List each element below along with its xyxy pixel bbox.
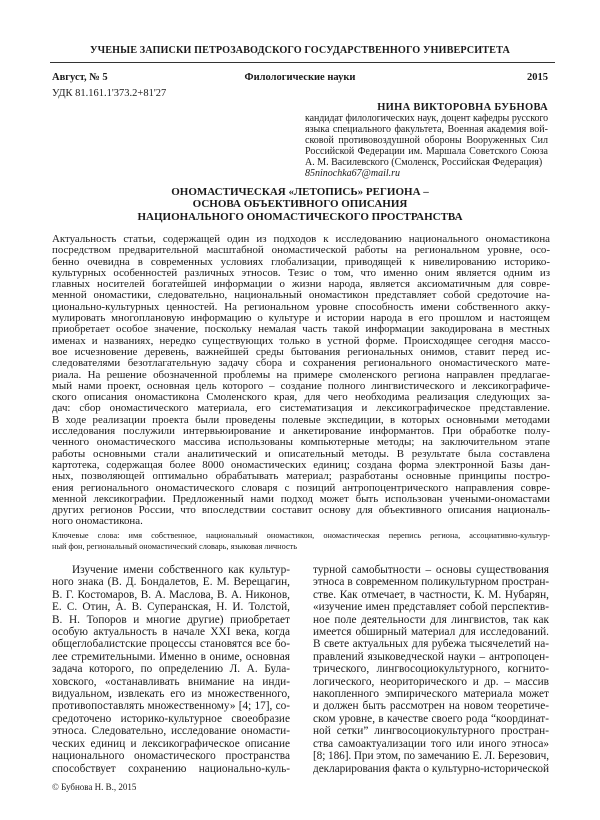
body-line: трического, лингвосоциокультурного, когнито-: [313, 663, 549, 676]
udk-code: УДК 81.161.1'373.2+81'27: [52, 88, 167, 99]
body-line: задача которого, по определению Л. А. Була-: [52, 663, 290, 676]
abstract-line: менной лексикографии. Предложенный нами подход может быть использован учеными-ономастами: [52, 492, 550, 505]
abstract-line: Актуальность статьи, содержащей один из подходов к исследованию национального ономастикона: [52, 233, 550, 245]
abstract-line: следователями безотлагательную задачу сбора и сохранения регионального ономастического мате-: [52, 357, 550, 370]
body-line: В свете актуальных для рубежа тысячелетий на-: [313, 638, 549, 651]
body-line: особую актуальность в начале XXI века, когда: [52, 626, 290, 639]
abstract-line: именах и названиях, нередко существующих только в устной форме. Происходящее сегодня массо-: [52, 334, 550, 347]
author-affiliation: [305, 113, 548, 179]
title-line: ОСНОВА ОБЪЕКТИВНОГО ОПИСАНИЯ: [192, 198, 408, 211]
author-name: НИНА ВИКТОРОВНА БУБНОВА: [377, 102, 548, 113]
publication-year: 2015: [527, 72, 548, 83]
abstract-line: В ходе реализации проекта были проведены полевые экспедиции, в которых основными методами: [52, 413, 550, 426]
body-line: В. Г. Костомаров, В. А. Маслова, В. А. Никонов,: [52, 588, 290, 601]
abstract-line: вое исчезновение деревень, важнейшей среды бытования региональных онимов, ставит перед ис-: [52, 345, 550, 358]
affiliation-line: А. М. Василевского (Смоленск, Российская Федерация): [305, 157, 543, 168]
body-line: «изучение имен представляет собой перспектив-: [313, 601, 549, 614]
abstract-line: работы основными стали аналитический и описательный методы. В результате была составлена: [52, 447, 550, 460]
body-line: этноса. Следовательно, исследование ономасти-: [52, 725, 290, 738]
affiliation-line: сковой противовоздушной обороны Вооруженных Сил: [305, 135, 548, 146]
abstract-line: главных носителей богатейшей информации о жизни народа, является аксиоматичным для совре-: [52, 278, 550, 291]
body-line: накопленного эмпирического материала может: [313, 688, 549, 701]
body-line: видуальном, извлекать его из множественного,: [52, 688, 290, 701]
article-title: [0, 186, 600, 223]
body-line: турной самобытности – основы существования: [313, 564, 549, 576]
body-line: [8; 186]. При этом, по замечанию Е. Л. Березович,: [313, 750, 549, 763]
journal-title: УЧЕНЫЕ ЗАПИСКИ ПЕТРОЗАВОДСКОГО ГОСУДАРСТВЕННОГО УНИВЕРСИТЕТА: [90, 45, 510, 56]
section-name: Филологические науки: [244, 72, 356, 83]
author-email[interactable]: 85ninochka67@mail.ru: [305, 168, 401, 179]
body-column-left: [52, 564, 290, 775]
affiliation-line: Российской Федерации им. Маршала Советского Союза: [305, 146, 548, 157]
body-line: стве. Как отмечает, в частности, К. М. Нубарян,: [313, 588, 549, 601]
keywords: [52, 531, 550, 552]
abstract-line: бенно очевидна в современных условиях глобализации, приводящей к нивелированию историко-: [52, 255, 550, 268]
body-line: ное поле деятельности для лингвистов, так как: [313, 613, 549, 626]
body-line: декларирования факта о культурно-исторической: [313, 762, 549, 775]
abstract-line: ченного ономастического массива использованы компьютерные методы; на заключительном этапе: [52, 436, 550, 449]
abstract-line: риала. На решение обозначенной проблемы на примере смоленского региона направлен предлагае-: [52, 368, 550, 381]
body-line: ного знака (В. Д. Бондалетов, Е. М. Верещагин,: [52, 576, 290, 589]
abstract-line: других регионов России, что впоследствии составит основу для объективного описания националь-: [52, 504, 550, 517]
body-line: национального ономастического пространства: [52, 750, 290, 763]
body-column-right: [313, 564, 549, 775]
body-line: ском уровне, в качестве своего рода “координат-: [313, 712, 549, 725]
abstract-line: ного ономастикона.: [52, 515, 143, 528]
body-line: общеглобалистские процессы становятся все бо-: [52, 638, 290, 651]
keywords-line: Ключевые слова: имя собственное, национальный ономастикон, ономастическая перепись региона, ассоциативно-культур-: [52, 531, 550, 540]
keywords-line: ный фон, региональный ономастический словарь, языковая личность: [52, 541, 298, 551]
body-line: ной сетки” лингвосоциокультурного простран-: [313, 725, 549, 738]
abstract-line: приобретает особое значение, поскольку немалая часть такой информации закодирована в местных: [52, 323, 550, 336]
abstract-line: исследования послужили интервьюирование и анкетирование информантов. При обработке полу-: [52, 425, 550, 438]
header-divider: [50, 62, 555, 63]
abstract-line: дач: сбор ономастического материала, его систематизация и лексикографическое представление.: [52, 402, 550, 415]
body-line: логического, неориторического и др. – массив: [313, 675, 549, 688]
abstract-line: ционально-культурных ценностей. На региональном уровне способность имени собственного акку-: [52, 300, 550, 313]
abstract-line: мый нами проект, основная цель которого – создание полного лингвистического и лексикографиче-: [52, 379, 550, 392]
abstract-line: посредством предварительной масштабной ономастической работы на региональном уровне, осо-: [52, 244, 550, 257]
abstract-line: мулировать многоплановую информацию о культуре и истории народа в его прошлом и настоящем: [52, 312, 550, 325]
body-line: лее стремительными. Именно в ониме, основная: [52, 650, 290, 663]
abstract-line: культурных особенностей различных этносов. Тезис о том, что именно оним является одним из: [52, 266, 550, 279]
abstract-line: менной ономастики, следовательно, национальный ономастикон представляет собой средоточие на-: [52, 289, 550, 302]
body-line: противопоставлять множественному» [4; 17], со-: [52, 700, 290, 713]
affiliation-line: языка специального факультета, Военная академия вой-: [305, 124, 548, 135]
body-line: правлений языковедческой науки – антропоцен-: [313, 650, 549, 663]
title-line: НАЦИОНАЛЬНОГО ОНОМАСТИЧЕСКОГО ПРОСТРАНСТВА: [137, 210, 463, 223]
body-line: Е. С. Отин, А. В. Суперанская, Н. И. Толстой,: [52, 601, 290, 614]
abstract-line: ения регионального ономастического словаря с позиций антропоцентрического направления совре-: [52, 481, 550, 494]
title-line: ОНОМАСТИЧЕСКАЯ «ЛЕТОПИСЬ» РЕГИОНА –: [171, 186, 429, 198]
body-line: В. Н. Топоров и многие другие) приобретает: [52, 613, 290, 626]
abstract-line: картотека, содержащая более 8000 ономастических единиц; создана форма электронной Базы дан-: [52, 458, 550, 471]
body-line: и должен быть рассмотрен на новом теоретиче-: [313, 700, 549, 713]
body-line: способствует сохранению национально-куль-: [52, 762, 290, 775]
abstract: [52, 234, 550, 528]
body-line: ства самоактуализации того или иного этноса»: [313, 737, 549, 750]
body-line: имеется обширный материал для исследований.: [313, 626, 549, 639]
copyright: © Бубнова Н. В., 2015: [52, 782, 137, 792]
body-line: этноса в современном поликультурном простран-: [313, 576, 549, 589]
body-line: ческих единиц и лексикографическое описание: [52, 737, 290, 750]
affiliation-lines: [305, 113, 548, 168]
body-line: ховского, «останавливать внимание на инди-: [52, 675, 290, 688]
body-line: Изучение имени собственного как культур-: [72, 564, 290, 576]
affiliation-line: кандидат филологических наук, доцент кафедры русского: [305, 113, 548, 124]
abstract-line: ского описания ономастикона Смоленского края, для чего необходима реализация следующих за-: [52, 391, 550, 404]
abstract-line: ных, позволяющей оптимально обрабатывать материал; разработаны основные принципы постро-: [52, 470, 550, 483]
body-line: средоточено историко-культурное своеобразие: [52, 712, 290, 725]
issue-number: Август, № 5: [52, 72, 108, 83]
